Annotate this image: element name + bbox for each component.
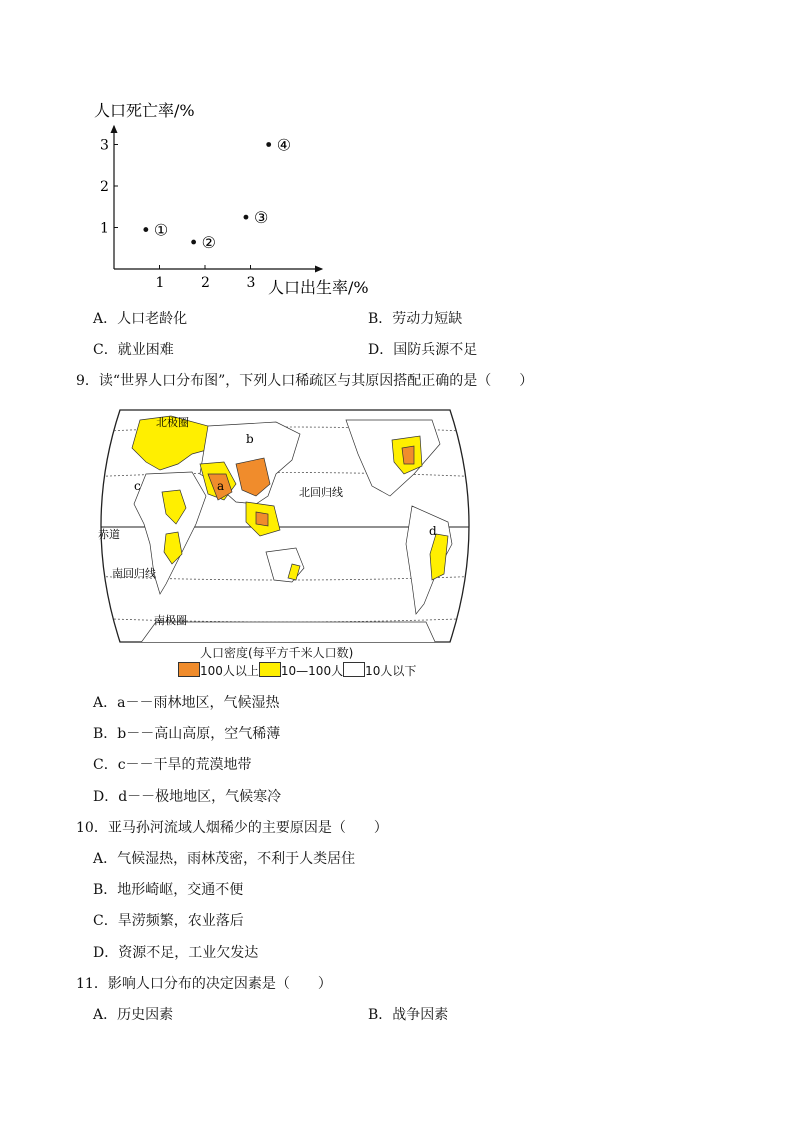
- x-axis-label: 人口出生率/%: [268, 278, 369, 297]
- map-svg: [96, 404, 474, 646]
- world-population-map: [96, 404, 474, 646]
- legend-label-low: 10人以下: [365, 664, 417, 678]
- data-point-label: ③: [253, 208, 269, 228]
- q9-stem: 9．读“世界人口分布图”，下列人口稀疏区与其原因搭配正确的是（ ）: [76, 373, 534, 389]
- y-axis-label: 人口死亡率/%: [94, 101, 195, 120]
- data-point: [191, 240, 196, 245]
- map-label-c: c: [134, 479, 141, 493]
- legend-label-high: 100人以上: [200, 664, 259, 678]
- q8-option-a: A．人口老龄化: [93, 311, 188, 327]
- birth-death-rate-chart: [90, 96, 390, 301]
- q10-stem: 10．亚马孙河流域人烟稀少的主要原因是（ ）: [76, 820, 388, 836]
- legend-swatch-low: [343, 662, 365, 677]
- label-tropic-of-capricorn: 南回归线: [112, 567, 156, 580]
- legend-label-medium: 10—100人: [280, 664, 344, 678]
- x-tick-label: 1: [155, 275, 165, 291]
- q10-option-d: D．资源不足，工业欠发达: [93, 945, 259, 961]
- x-tick-label: 3: [246, 275, 256, 291]
- data-point-label: ①: [153, 220, 169, 240]
- q9-option-d: D．d－－极地地区，气候寒冷: [93, 789, 282, 805]
- data-point: [266, 142, 271, 147]
- label-north-arctic-circle: 北极圈: [156, 416, 189, 429]
- y-tick-label: 1: [100, 220, 109, 237]
- label-tropic-of-cancer: 北回归线: [299, 486, 343, 499]
- q9-option-a: A．a－－雨林地区，气候湿热: [93, 695, 280, 711]
- data-point: [244, 215, 249, 220]
- x-tick-label: 2: [201, 275, 210, 291]
- label-equator: 赤道: [98, 528, 120, 541]
- legend-title: 人口密度(每平方千米人口数): [200, 646, 354, 660]
- q11-stem: 11．影响人口分布的决定因素是（ ）: [76, 976, 332, 992]
- legend: [178, 662, 416, 679]
- data-point-label: ④: [276, 135, 292, 155]
- q8-option-b: B．劳动力短缺: [368, 311, 463, 327]
- map-label-a: a: [217, 479, 225, 493]
- q10-option-c: C．旱涝频繁，农业落后: [93, 913, 244, 929]
- chart-svg: [90, 96, 390, 301]
- q8-option-c: C．就业困难: [93, 342, 174, 358]
- y-tick-label: 3: [100, 137, 109, 154]
- q11-option-b: B．战争因素: [368, 1007, 449, 1023]
- q11-option-a: A．历史因素: [93, 1007, 174, 1023]
- q8-option-d: D．国防兵源不足: [368, 342, 478, 358]
- map-label-b: b: [246, 432, 254, 446]
- q9-option-c: C．c－－干旱的荒漠地带: [93, 757, 252, 773]
- legend-swatch-medium: [259, 662, 281, 677]
- data-point-label: ②: [201, 233, 216, 253]
- legend-swatch-high: [178, 662, 200, 677]
- map-label-d: d: [429, 524, 437, 538]
- q10-option-a: A．气候湿热，雨林茂密，不利于人类居住: [93, 851, 356, 867]
- label-antarctic-circle: 南极圈: [154, 614, 187, 627]
- data-point: [143, 227, 148, 232]
- y-tick-label: 2: [100, 179, 109, 195]
- q10-option-b: B．地形崎岖，交通不便: [93, 882, 244, 898]
- q9-option-b: B．b－－高山高原，空气稀薄: [93, 726, 281, 742]
